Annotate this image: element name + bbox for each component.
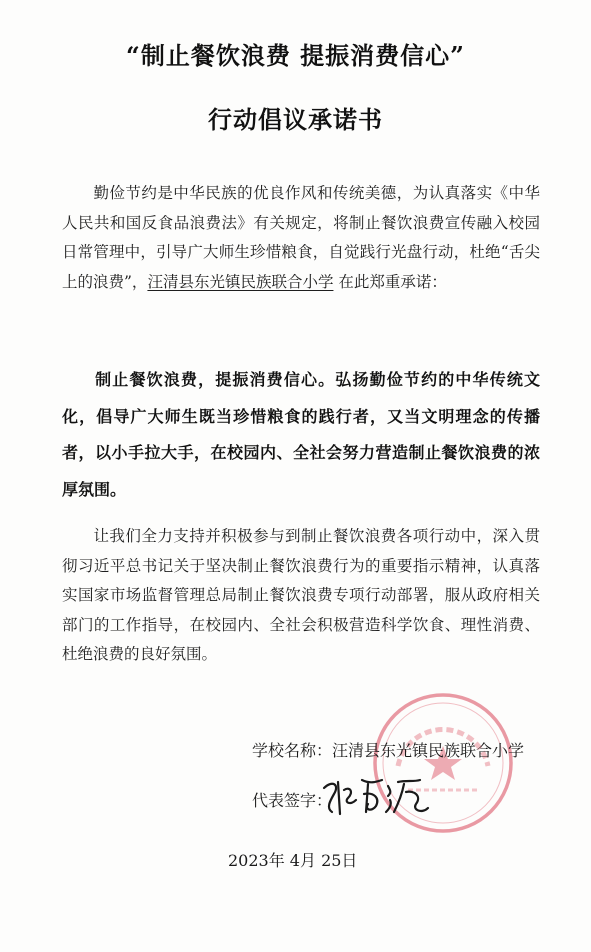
- document-subtitle: 行动倡议承诺书: [208, 105, 383, 134]
- paragraph-intro-school: 汪清县东光镇民族联合小学: [147, 272, 334, 291]
- paragraph-intro-tail: 在此郑重承诺：: [333, 272, 447, 291]
- signature-icon: [318, 770, 434, 822]
- school-name: 汪清县东光镇民族联合小学: [332, 741, 525, 760]
- paragraph-intro: [62, 179, 540, 297]
- document-date: 2023年 4月 25日: [228, 851, 358, 870]
- paragraph-pledge: [62, 362, 540, 508]
- representative-label: 代表签字：: [252, 791, 333, 810]
- paragraph-intro-text: 勤俭节约是中华民族的优良作风和传统美德，为认真落实《中华人民共和国反食品浪费法》有关规定，将制止餐饮浪费宣传融入校园日常管理中，引导广大师生珍惜粮食，自觉践行光盘行动，杜绝“舌尖上的浪费”，: [62, 184, 540, 291]
- school-line: [252, 738, 524, 761]
- paragraph-action-text: 让我们全力支持并积极参与到制止餐饮浪费各项行动中，深入贯彻习近平总书记关于坚决制止餐饮浪费行为的重要指示精神，认真落实国家市场监督管理总局制止餐饮浪费专项行动部署，服从政府相关部门的工作指导，在校园内、全社会积极营造科学饮食、理性消费、杜绝浪费的良好氛围。: [62, 527, 540, 663]
- paragraph-action: [62, 522, 540, 670]
- paragraph-pledge-text: 制止餐饮浪费，提振消费信心。弘扬勤俭节约的中华传统文化，倡导广大师生既当珍惜粮食的践行者，又当文明理念的传播者，以小手拉大手，在校园内、全社会努力营造制止餐饮浪费的浓厚氛围。: [62, 370, 540, 499]
- document-title: “制止餐饮浪费 提振消费信心”: [126, 41, 465, 70]
- school-label: 学校名称：: [252, 741, 333, 760]
